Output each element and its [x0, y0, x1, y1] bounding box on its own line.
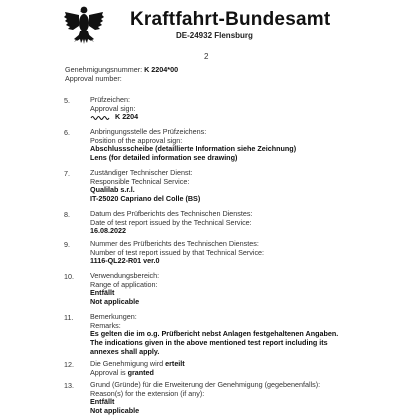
item-number: 6. [64, 128, 70, 137]
item-value: Qualilab s.r.l. [90, 185, 135, 195]
approval-number-block [65, 66, 178, 84]
item-label-en: Approval sign: [90, 103, 136, 113]
item-label-de: Prüfzeichen: [90, 95, 130, 104]
page-number: 2 [204, 52, 209, 61]
item-value: Not applicable [90, 297, 140, 307]
item-label-en: Number of test report issued by that Technical Service: [90, 247, 265, 257]
item-number: 5. [64, 96, 70, 105]
item-number: 10. [64, 272, 74, 281]
federal-eagle-icon [62, 3, 106, 47]
item-label-de: Zuständiger Technischer Dienst: [90, 168, 193, 177]
approval-sign-value: K 2204 [115, 112, 139, 122]
item-label-de: Grund (Gründe) für die Erweiterung der Genehmigung (gegebenenfalls): [90, 380, 321, 389]
item-value: annexes shall apply. [90, 346, 160, 356]
item-label-en: Range of application: [90, 279, 158, 289]
item-label-en: Remarks: [90, 320, 121, 330]
item-value: Lens (for detailed information see drawing) [90, 153, 238, 163]
triple-wave-symbol-icon [90, 114, 112, 121]
item-value: Entfällt [90, 288, 115, 298]
item-number: 13. [64, 381, 74, 390]
item-label-de: Bemerkungen: [90, 312, 137, 321]
item-label-de: Anbringungsstelle des Prüfzeichens: [90, 127, 207, 136]
item-number: 7. [64, 169, 70, 178]
item-number: 12. [64, 360, 74, 369]
approval-number-label-de: Genehmigungsnummer: [65, 65, 143, 74]
item-value: Not applicable [90, 406, 140, 416]
item-label-en-value: granted [127, 367, 154, 377]
item-value: Abschlussscheibe (detaillierte Information siehe Zeichnung) [90, 144, 297, 154]
item-label-en: Responsible Technical Service: [90, 176, 190, 186]
item-value: IT-25020 Capriano del Colle (BS) [90, 194, 201, 204]
item-label-de: Die Genehmigung wird [90, 359, 164, 368]
item-label-en: Reason(s) for the extension (if any): [90, 388, 205, 398]
item-label-de-value: erteilt [165, 359, 185, 368]
item-number: 8. [64, 210, 70, 219]
authority-address: DE-24932 Flensburg [176, 31, 253, 40]
approval-number-label-en: Approval number: [65, 73, 122, 83]
item-label-de: Nummer des Prüfberichts des Technischen Dienstes: [90, 239, 259, 248]
item-label-de: Verwendungsbereich: [90, 271, 160, 280]
item-label-de: Datum des Prüfberichts des Technischen Dienstes: [90, 209, 253, 218]
approval-number-value: K 2204*00 [144, 65, 179, 74]
item-label-en: Position of the approval sign: [90, 135, 183, 145]
item-number: 11. [64, 313, 74, 322]
item-label-en: Date of test report issued by the Technical Service: [90, 217, 252, 227]
item-label-en: Approval is [90, 367, 126, 377]
item-value: Entfällt [90, 397, 115, 407]
authority-name: Kraftfahrt-Bundesamt [130, 9, 331, 30]
item-number: 9. [64, 240, 70, 249]
item-value: 16.08.2022 [90, 226, 126, 236]
item-value: The indications given in the above mentioned test report including its [90, 338, 328, 348]
item-value: Es gelten die im o.g. Prüfbericht nebst Anlagen festgehaltenen Angaben. [90, 329, 339, 339]
item-value: 1116-QL22-R01 ver.0 [90, 256, 160, 266]
